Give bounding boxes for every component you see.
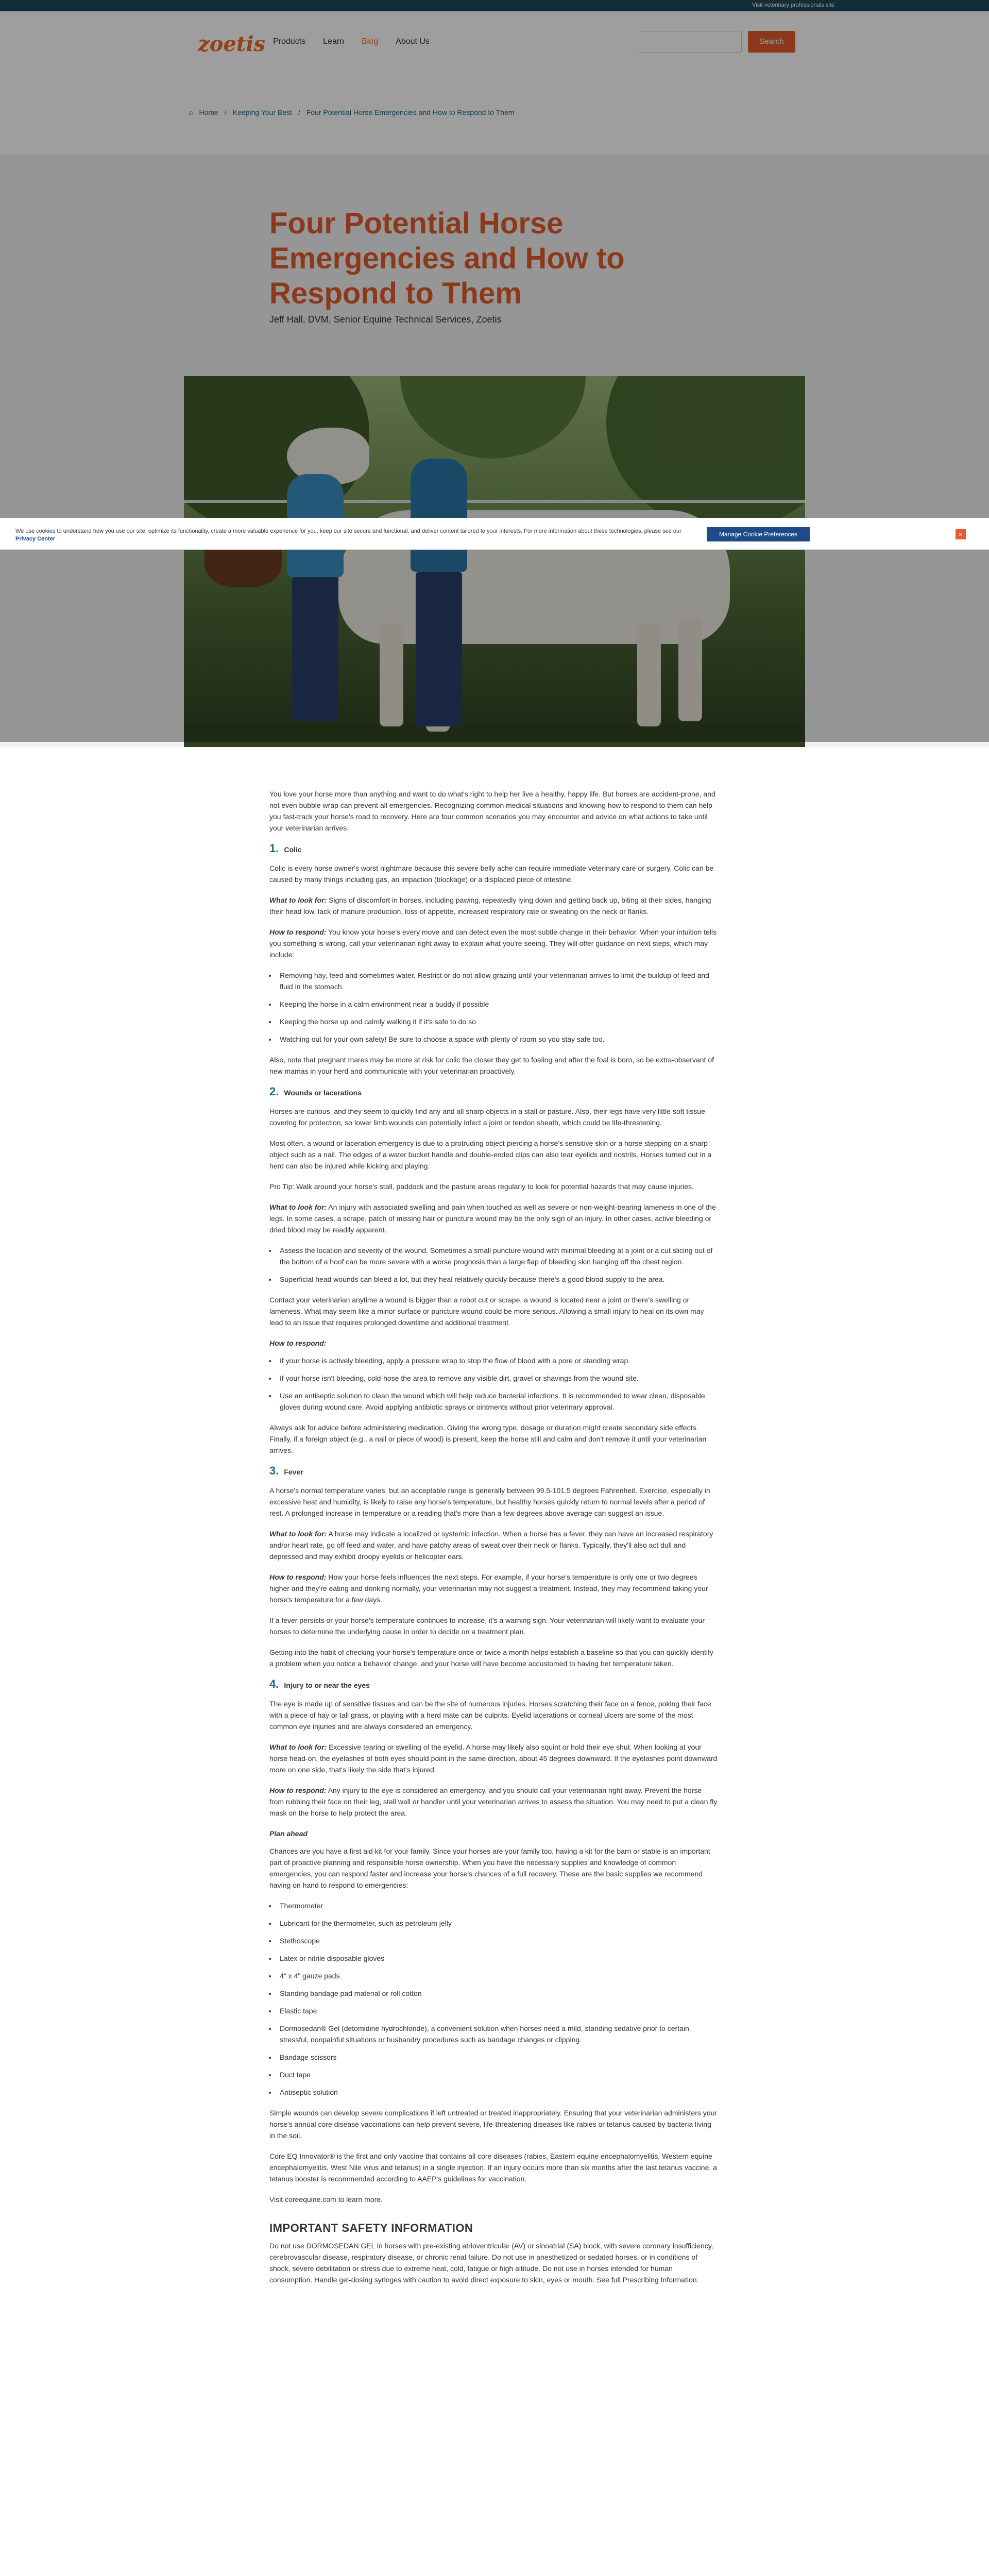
subheading-plan-ahead: Plan ahead	[269, 1829, 308, 1838]
cookie-message: We use cookies to understand how you use our site, optimize its functionality, create a more valuable experience for you, keep our site secure and functional, and deliver content tailored to your interests. For more information about these technologies, please see our	[15, 528, 681, 534]
search-button[interactable]: Search	[748, 31, 795, 53]
list-item: • Watching out for your own safety! Be sure to choose a space with plenty of room so you stay safe too.	[277, 1033, 718, 1045]
paragraph: Always ask for advice before administering medication. Giving the wrong type, dosage or duration might create secondary side effects. Finally, if a foreign object (e.g., a nail or piece of wood) is present, keep the horse still and calm and don't remove it until your veterinarian arrives.	[269, 1423, 707, 1454]
zoetis-logo[interactable]: zoetis	[198, 32, 266, 56]
cookie-text	[15, 528, 685, 543]
list-item: • Latex or nitrile disposable gloves	[277, 1953, 718, 1964]
paragraph: How to respond: Any injury to the eye is considered an emergency, and you should call your veterinarian right away. Prevent the horse from rubbing their face on their leg, stall wall or handler until your veterinarian arrives to assess the situation. You may need to put a clean fly mask on the horse to help protect the area.	[269, 1786, 718, 1817]
manage-cookie-preferences-button[interactable]: Manage Cookie Preferences	[707, 527, 810, 541]
paragraph: A horse's normal temperature varies, but an acceptable range is generally between 99.5-101.5 degrees Fahrenheit. Exercise, especially in excessive heat and humidity, is likely to raise any horse's temperature, but healthy horses quickly return to normal levels after a period of rest. A prolonged increase in temperature or a reading that's more than a few degrees above average can suggest an issue.	[269, 1486, 710, 1517]
wound-response-list	[277, 1355, 718, 1413]
privacy-center-link[interactable]: Privacy Center	[15, 536, 56, 542]
paragraph: Also, note that pregnant mares may be more at risk for colic the closer they get to foaling and after the foal is born, so be extra-observant of new mamas in your herd and communicate with your veterinarian proactively.	[269, 1056, 714, 1075]
author-byline: Jeff Hall, DVM, Senior Equine Technical Services, Zoetis	[269, 314, 502, 325]
paragraph: What to look for: A horse may indicate a localized or systemic infection. When a horse has a fever, they can have an increased respiratory and/or heart rate, go off feed and water, and have patchy areas of sweat over their neck or flanks. Typically, they'll also act dull and depressed and may exhibit droopy eyelids or helicopter ears.	[269, 1530, 713, 1561]
paragraph: How to respond: You know your horse's every move and can detect even the most subtle change in their behavior. When your intuition tells you something is wrong, call your veterinarian right away to explain what you're seeing. They will offer guidance on next steps, which may include:	[269, 928, 717, 959]
section-heading-fever: 3. Fever	[269, 1464, 303, 1477]
breadcrumb-current[interactable]: Four Potential Horse Emergencies and How to Respond to Them	[306, 108, 515, 116]
list-item: • Superficial head wounds can bleed a lot, but they heal relatively quickly because there's a good blood supply to the area.	[277, 1274, 718, 1285]
nav-blog[interactable]: Blog	[362, 37, 379, 46]
paragraph: Getting into the habit of checking your horse's temperature once or twice a month helps establish a baseline so that you can quickly identify a problem when you notice a behavior change, and your horse will have become accustomed to having her temperature taken.	[269, 1648, 713, 1668]
paragraph: Contact your veterinarian anytime a wound is bigger than a robot cut or scrape, a wound is located near a joint or there's swelling or lameness. What may seem like a minor surface or puncture wound could be more serious. Allowing a small injury to heal on its own may lead to an issue that requires prolonged downtime and additional treatment.	[269, 1296, 704, 1327]
list-item: • Elastic tape	[277, 2005, 718, 2016]
nav-learn[interactable]: Learn	[323, 37, 345, 46]
home-icon: ⌂	[189, 108, 193, 116]
breadcrumb-separator: /	[224, 108, 227, 116]
list-item: • Antiseptic solution	[277, 2087, 718, 2098]
nav-products[interactable]: Products	[273, 37, 306, 46]
list-item: • If your horse is actively bleeding, apply a pressure wrap to stop the flow of blood with a pore or standing wrap.	[277, 1355, 718, 1366]
paragraph: Most often, a wound or laceration emergency is due to a protruding object piercing a horse's sensitive skin or a horse stepping on a sharp object such as a nail. The edges of a water bucket handle and double-ended clips can also tear eyelids and nostrils. Horses turned out in a herd can also be injured while kicking and playing.	[269, 1139, 712, 1170]
list-item: • Bandage scissors	[277, 2052, 718, 2063]
page-title: Four Potential Horse Emergencies and How to Respond to Them	[269, 207, 625, 310]
cookie-banner	[0, 518, 989, 550]
colic-steps-list	[277, 970, 718, 1045]
wound-assess-list	[277, 1245, 718, 1285]
vet-professionals-link[interactable]: Visit veterinary professionals site	[752, 2, 834, 8]
article-body	[269, 788, 718, 2295]
top-bar	[0, 0, 989, 11]
list-item-dormosedan-link[interactable]: • Dormosedan® Gel (detomidine hydrochloride), a convenient solution when horses need a mild, standing sedative prior to certain stressful, nonpainful situations or husbandry procedures such as bandage changes or clipping.	[277, 2023, 718, 2045]
list-item: • Stethoscope	[277, 1935, 718, 1946]
list-item: • Duct tape	[277, 2069, 718, 2080]
paragraph: Chances are you have a first aid kit for your family. Since your horses are your family too, having a kit for the barn or stable is an important part of proactive planning and responsible horse ownership. When you have the necessary supplies and knowledge of common emergencies, you can respond faster and increase your horse's chances of a full recovery. These are the basic supplies we recommend having on hand to respond to emergencies:	[269, 1847, 710, 1889]
main-nav	[273, 37, 430, 46]
list-item: • Removing hay, feed and sometimes water. Restrict or do not allow grazing until your veterinarian arrives to limit the buildup of feed and fluid in the stomach.	[277, 970, 718, 992]
paragraph: Simple wounds can develop severe complications if left untreated or treated inappropriately. Ensuring that your veterinarian administers your horse's annual core disease vaccinations can help prevent severe, life-threatening diseases like rabies or tetanus caused by bacteria living in the soil.	[269, 2109, 717, 2140]
list-item: • Thermometer	[277, 1900, 718, 1911]
breadcrumb-home[interactable]: Home	[199, 108, 218, 116]
paragraph: What to look for: Excessive tearing or swelling of the eyelid. A horse may likely also squint or hold their eye shut. When looking at your horse head-on, the eyelashes of both eyes should point in the same direction, about 45 degrees downward. If the eyelashes point downward more on one side, that's likely the side that's injured.	[269, 1743, 718, 1774]
list-item: • Lubricant for the thermometer, such as petroleum jelly	[277, 1918, 718, 1929]
safety-paragraph: Do not use DORMOSEDAN GEL in horses with pre-existing atrioventricular (AV) or sinoatrial (SA) block, with severe coronary insufficiency, cerebrovascular disease, respiratory disease, or chronic renal failure. Do not use in anesthetized or sedated horses, or in conditions of shock, severe debilitation or stress due to extreme heat, cold, fatigue or high altitude. Do not use in horses intended for human consumption. Handle gel-dosing syringes with caution to avoid direct exposure to skin, eyes or mouth. See full Prescribing Information.	[269, 2242, 713, 2284]
list-item: • Use an antiseptic solution to clean the wound which will help reduce bacterial infections. It is recommended to wear clean, disposable gloves during wound care. Avoid applying antibiotic sprays or ointments without prior veterinary approval.	[277, 1390, 718, 1413]
coreequine-link-paragraph[interactable]: Visit coreequine.com to learn more.	[269, 2195, 383, 2204]
paragraph: If a fever persists or your horse's temperature continues to increase, it's a warning sign. Your veterinarian will likely want to evaluate your horses to determine the underlying cause in order to decide on a treatment plan.	[269, 1616, 705, 1636]
paragraph: The eye is made up of sensitive tissues and can be the site of numerous injuries. Horses scratching their face on a fence, poking their face with a piece of hay or tall grass, or playing with a herd mate can be culprits. Eyelid lacerations or corneal ulcers are some of the most common eye injuries and are always considered an emergency.	[269, 1700, 711, 1731]
section-heading-wounds: 2. Wounds or lacerations	[269, 1085, 362, 1098]
section-heading-eyes: 4. Injury to or near the eyes	[269, 1677, 370, 1690]
breadcrumb	[189, 108, 514, 116]
safety-heading: IMPORTANT SAFETY INFORMATION	[269, 2222, 473, 2234]
search-input[interactable]	[639, 31, 742, 53]
paragraph: What to look for: An injury with associated swelling and pain when touched as well as severe or non-weight-bearing lameness in one of the legs. In some cases, a scrape, patch of missing hair or puncture wound may be the only sign of an injury. In other cases, active bleeding or dried blood may be readily apparent.	[269, 1203, 716, 1234]
first-aid-kit-list	[277, 1900, 718, 2098]
paragraph: Horses are curious, and they seem to quickly find any and all sharp objects in a stall or pasture. Also, their legs have very little soft tissue covering for protection, so lower limb wounds can potentially infect a joint or tendon sheath, which could be life-threatening.	[269, 1107, 705, 1127]
list-item: • 4" x 4" gauze pads	[277, 1970, 718, 1981]
hero-image	[184, 376, 805, 747]
subheading-how-to-respond: How to respond:	[269, 1339, 327, 1347]
close-icon[interactable]: ×	[956, 529, 966, 539]
breadcrumb-keeping[interactable]: Keeping Your Best	[232, 108, 292, 116]
hero-section	[0, 155, 989, 747]
list-item: • Standing bandage pad material or roll cotton	[277, 1988, 718, 1999]
site-header	[0, 11, 989, 72]
nav-about-us[interactable]: About Us	[396, 37, 430, 46]
intro-paragraph: You love your horse more than anything and want to do what's right to help her live a healthy, happy life. But horses are accident-prone, and not even bubble wrap can prevent all emergencies. Recognizing common medical situations and knowing how to respond to them can help you fast-track your horse's road to recovery. Here are four common scenarios you may encounter and advice on what actions to take until your veterinarian arrives.	[269, 790, 715, 832]
paragraph: How to respond: How your horse feels influences the next steps. For example, if your horse's temperature is only one or two degrees higher and they're eating and drinking normally, your veterinarian may not suggest a treatment. Instead, they may recommend taking your horse's temperature for a few days.	[269, 1573, 708, 1604]
paragraph: Pro Tip: Walk around your horse's stall, paddock and the pasture areas regularly to look for potential hazards that may cause injuries.	[269, 1182, 694, 1191]
section-heading-colic: 1. Colic	[269, 842, 302, 855]
breadcrumb-separator: /	[298, 108, 300, 116]
paragraph: What to look for: Signs of discomfort in horses, including pawing, repeatedly lying down and getting back up, biting at their sides, hanging their head low, lack of manure production, loss of appetite, increased respiratory rate or sweating on the neck or flanks.	[269, 896, 711, 916]
list-item: • Assess the location and severity of the wound. Sometimes a small puncture wound with minimal bleeding at a joint or a cut slicing out of the bottom of a hoof can be more severe with a worse prognosis than a large flap of bleeding skin hanging off the chest region.	[277, 1245, 718, 1267]
list-item: • Keeping the horse in a calm environment near a buddy if possible	[277, 998, 718, 1010]
paragraph: Colic is every horse owner's worst nightmare because this severe belly ache can require immediate veterinary care or surgery. Colic can be caused by many things including gas, an impaction (blockage) or a displaced piece of intestine.	[269, 864, 714, 884]
paragraph: Core EQ Innovator® is the first and only vaccine that contains all core diseases (rabies, Eastern equine encephalomyelitis, Western equine encephalomyelitis, West Nile virus and tetanus) in a single injection. If an injury occurs more than six months after the last tetanus vaccine, a tetanus booster is recommended according to AAEP's guidelines for vaccination.	[269, 2152, 717, 2183]
list-item: • Keeping the horse up and calmly walking it if it's safe to do so	[277, 1016, 718, 1027]
list-item: • If your horse isn't bleeding, cold-hose the area to remove any visible dirt, gravel or shavings from the wound site.	[277, 1372, 718, 1384]
